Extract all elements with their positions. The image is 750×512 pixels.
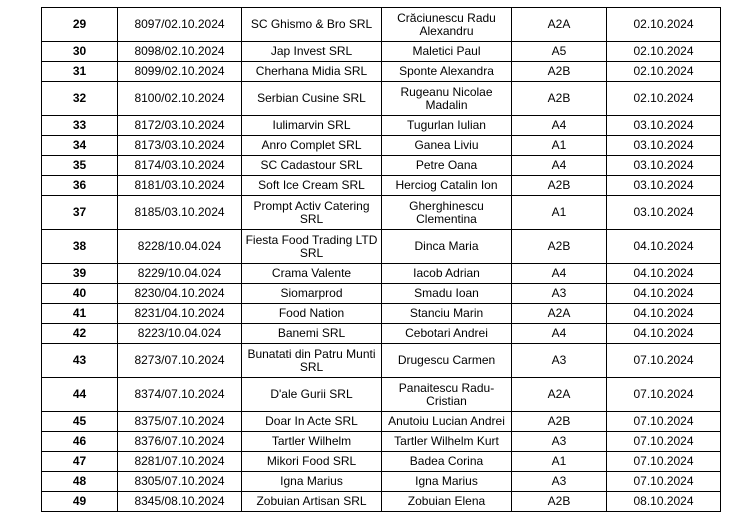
cell-date: 02.10.2024 <box>607 8 721 42</box>
cell-row-number: 38 <box>42 230 118 264</box>
table-row <box>42 156 721 176</box>
cell-person-name: Zobuian Elena <box>382 492 512 512</box>
registry-table-body <box>42 8 721 512</box>
cell-company-name: Food Nation <box>242 304 382 324</box>
table-row <box>42 344 721 378</box>
registry-table <box>41 7 721 512</box>
cell-row-number: 42 <box>42 324 118 344</box>
table-row <box>42 264 721 284</box>
cell-category: A2A <box>512 378 607 412</box>
cell-person-name: Smadu Ioan <box>382 284 512 304</box>
cell-row-number: 33 <box>42 116 118 136</box>
cell-category: A4 <box>512 264 607 284</box>
cell-category: A2B <box>512 62 607 82</box>
table-row <box>42 432 721 452</box>
cell-person-name: Tugurlan Iulian <box>382 116 512 136</box>
cell-company-name: Bunatati din Patru Munti SRL <box>242 344 382 378</box>
cell-row-number: 49 <box>42 492 118 512</box>
cell-company-name: Iulimarvin SRL <box>242 116 382 136</box>
cell-row-number: 43 <box>42 344 118 378</box>
cell-category: A4 <box>512 324 607 344</box>
cell-registration-number: 8098/02.10.2024 <box>118 42 242 62</box>
cell-person-name: Igna Marius <box>382 472 512 492</box>
table-row <box>42 472 721 492</box>
cell-company-name: Tartler Wilhelm <box>242 432 382 452</box>
cell-category: A1 <box>512 196 607 230</box>
cell-category: A1 <box>512 452 607 472</box>
cell-person-name: Dinca Maria <box>382 230 512 264</box>
cell-company-name: Serbian Cusine SRL <box>242 82 382 116</box>
cell-date: 02.10.2024 <box>607 62 721 82</box>
cell-registration-number: 8273/07.10.2024 <box>118 344 242 378</box>
cell-date: 04.10.2024 <box>607 264 721 284</box>
table-row <box>42 116 721 136</box>
cell-registration-number: 8173/03.10.2024 <box>118 136 242 156</box>
cell-row-number: 45 <box>42 412 118 432</box>
cell-row-number: 32 <box>42 82 118 116</box>
table-row <box>42 42 721 62</box>
cell-row-number: 35 <box>42 156 118 176</box>
cell-date: 07.10.2024 <box>607 412 721 432</box>
cell-registration-number: 8229/10.04.024 <box>118 264 242 284</box>
cell-person-name: Iacob Adrian <box>382 264 512 284</box>
cell-company-name: Jap Invest SRL <box>242 42 382 62</box>
cell-person-name: Stanciu Marin <box>382 304 512 324</box>
cell-category: A3 <box>512 284 607 304</box>
cell-category: A3 <box>512 432 607 452</box>
cell-company-name: Igna Marius <box>242 472 382 492</box>
cell-date: 08.10.2024 <box>607 492 721 512</box>
cell-registration-number: 8376/07.10.2024 <box>118 432 242 452</box>
cell-date: 03.10.2024 <box>607 176 721 196</box>
table-row <box>42 230 721 264</box>
cell-registration-number: 8172/03.10.2024 <box>118 116 242 136</box>
cell-company-name: SC Ghismo & Bro SRL <box>242 8 382 42</box>
cell-company-name: Prompt Activ Catering SRL <box>242 196 382 230</box>
cell-company-name: Soft Ice Cream SRL <box>242 176 382 196</box>
table-row <box>42 176 721 196</box>
cell-registration-number: 8099/02.10.2024 <box>118 62 242 82</box>
cell-person-name: Sponte Alexandra <box>382 62 512 82</box>
cell-date: 07.10.2024 <box>607 344 721 378</box>
cell-row-number: 40 <box>42 284 118 304</box>
cell-company-name: SC Cadastour SRL <box>242 156 382 176</box>
cell-registration-number: 8375/07.10.2024 <box>118 412 242 432</box>
table-row <box>42 492 721 512</box>
cell-row-number: 41 <box>42 304 118 324</box>
cell-date: 07.10.2024 <box>607 452 721 472</box>
cell-row-number: 39 <box>42 264 118 284</box>
cell-category: A4 <box>512 156 607 176</box>
cell-row-number: 44 <box>42 378 118 412</box>
cell-company-name: Crama Valente <box>242 264 382 284</box>
cell-category: A2A <box>512 304 607 324</box>
cell-date: 04.10.2024 <box>607 324 721 344</box>
cell-date: 07.10.2024 <box>607 472 721 492</box>
cell-person-name: Badea Corina <box>382 452 512 472</box>
cell-registration-number: 8174/03.10.2024 <box>118 156 242 176</box>
cell-row-number: 47 <box>42 452 118 472</box>
cell-date: 03.10.2024 <box>607 116 721 136</box>
cell-person-name: Cebotari Andrei <box>382 324 512 344</box>
cell-company-name: Anro Complet SRL <box>242 136 382 156</box>
cell-date: 02.10.2024 <box>607 82 721 116</box>
cell-date: 03.10.2024 <box>607 196 721 230</box>
cell-date: 07.10.2024 <box>607 432 721 452</box>
table-row <box>42 324 721 344</box>
cell-person-name: Herciog Catalin Ion <box>382 176 512 196</box>
cell-category: A2B <box>512 412 607 432</box>
cell-company-name: Fiesta Food Trading LTD SRL <box>242 230 382 264</box>
cell-registration-number: 8228/10.04.024 <box>118 230 242 264</box>
cell-person-name: Petre Oana <box>382 156 512 176</box>
cell-person-name: Rugeanu Nicolae Madalin <box>382 82 512 116</box>
table-row <box>42 62 721 82</box>
cell-date: 04.10.2024 <box>607 284 721 304</box>
cell-registration-number: 8231/04.10.2024 <box>118 304 242 324</box>
table-row <box>42 412 721 432</box>
cell-registration-number: 8345/08.10.2024 <box>118 492 242 512</box>
cell-row-number: 46 <box>42 432 118 452</box>
cell-registration-number: 8181/03.10.2024 <box>118 176 242 196</box>
table-row <box>42 82 721 116</box>
table-row <box>42 136 721 156</box>
cell-person-name: Anutoiu Lucian Andrei <box>382 412 512 432</box>
cell-row-number: 34 <box>42 136 118 156</box>
cell-category: A2B <box>512 230 607 264</box>
cell-category: A2B <box>512 176 607 196</box>
cell-date: 07.10.2024 <box>607 378 721 412</box>
cell-company-name: Doar In Acte SRL <box>242 412 382 432</box>
cell-category: A4 <box>512 116 607 136</box>
cell-row-number: 48 <box>42 472 118 492</box>
cell-date: 04.10.2024 <box>607 230 721 264</box>
table-row <box>42 378 721 412</box>
table-row <box>42 304 721 324</box>
table-row <box>42 8 721 42</box>
cell-company-name: Banemi SRL <box>242 324 382 344</box>
cell-person-name: Tartler Wilhelm Kurt <box>382 432 512 452</box>
cell-date: 03.10.2024 <box>607 136 721 156</box>
cell-registration-number: 8305/07.10.2024 <box>118 472 242 492</box>
cell-date: 03.10.2024 <box>607 156 721 176</box>
cell-category: A3 <box>512 344 607 378</box>
cell-row-number: 31 <box>42 62 118 82</box>
cell-company-name: Mikori Food SRL <box>242 452 382 472</box>
cell-category: A2A <box>512 8 607 42</box>
cell-registration-number: 8374/07.10.2024 <box>118 378 242 412</box>
table-row <box>42 452 721 472</box>
cell-category: A3 <box>512 472 607 492</box>
cell-registration-number: 8100/02.10.2024 <box>118 82 242 116</box>
cell-company-name: Cherhana Midia SRL <box>242 62 382 82</box>
cell-registration-number: 8097/02.10.2024 <box>118 8 242 42</box>
cell-person-name: Ganea Liviu <box>382 136 512 156</box>
table-row <box>42 284 721 304</box>
cell-person-name: Drugescu Carmen <box>382 344 512 378</box>
cell-date: 02.10.2024 <box>607 42 721 62</box>
cell-person-name: Maletici Paul <box>382 42 512 62</box>
cell-category: A2B <box>512 82 607 116</box>
cell-company-name: D'ale Gurii SRL <box>242 378 382 412</box>
cell-row-number: 30 <box>42 42 118 62</box>
cell-company-name: Zobuian Artisan SRL <box>242 492 382 512</box>
cell-row-number: 36 <box>42 176 118 196</box>
cell-category: A2B <box>512 492 607 512</box>
cell-person-name: Panaitescu Radu-Cristian <box>382 378 512 412</box>
cell-date: 04.10.2024 <box>607 304 721 324</box>
cell-registration-number: 8230/04.10.2024 <box>118 284 242 304</box>
table-row <box>42 196 721 230</box>
cell-row-number: 29 <box>42 8 118 42</box>
cell-registration-number: 8281/07.10.2024 <box>118 452 242 472</box>
cell-category: A5 <box>512 42 607 62</box>
cell-registration-number: 8223/10.04.024 <box>118 324 242 344</box>
cell-person-name: Crăciunescu Radu Alexandru <box>382 8 512 42</box>
cell-person-name: Gherghinescu Clementina <box>382 196 512 230</box>
cell-row-number: 37 <box>42 196 118 230</box>
cell-registration-number: 8185/03.10.2024 <box>118 196 242 230</box>
cell-category: A1 <box>512 136 607 156</box>
cell-company-name: Siomarprod <box>242 284 382 304</box>
